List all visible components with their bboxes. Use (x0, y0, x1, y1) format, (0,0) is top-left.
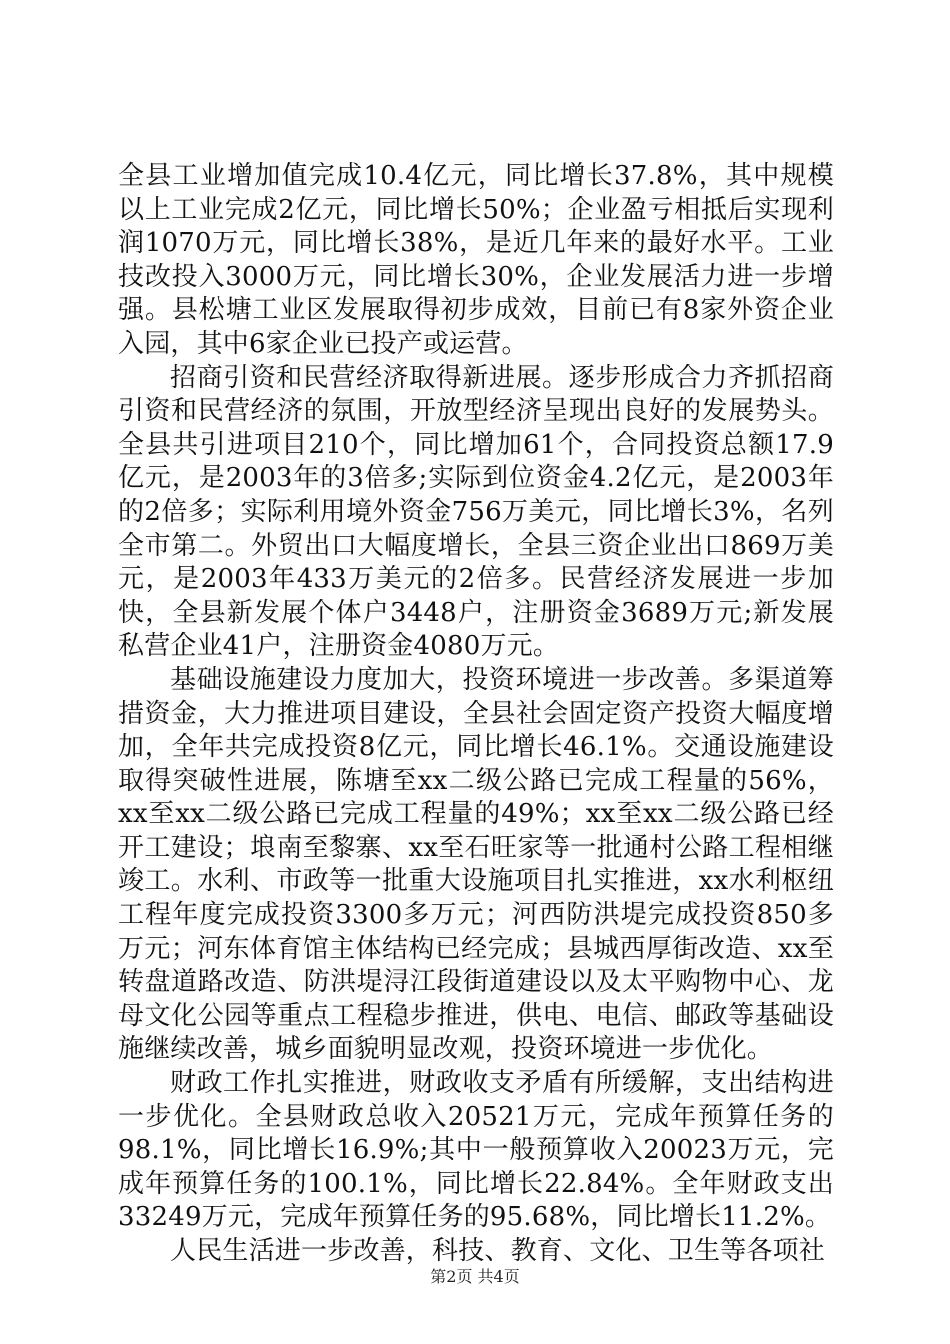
paragraph-investment: 招商引资和民营经济取得新进展。逐步形成合力齐抓招商引资和民营经济的氛围，开放型经济呈现出良好的发展势头。全县共引进项目210个，同比增加61个，合同投资总额17.9亿元，是2003年的3倍多;实际到位资金4.2亿元，是2003年的2倍多；实际利用境外资金756万美元，同比增长3%，名列全市第二。外贸出口大幅度增长，全县三资企业出口869万美元，是2003年433万美元的2倍多。民营经济发展进一步加快，全县新发展个体户3448户，注册资金3689万元;新发展私营企业41户，注册资金4080万元。 (118, 362, 834, 662)
page-number-footer: 第2页 共4页 (430, 1267, 520, 1286)
document-body (118, 160, 834, 1269)
paragraph-finance: 财政工作扎实推进，财政收支矛盾有所缓解，支出结构进一步优化。全县财政总收入20521万元，完成年预算任务的98.1%，同比增长16.9%;其中一般预算收入20023万元，完成年预算任务的100.1%，同比增长22.84%。全年财政支出33249万元，完成年预算任务的95.68%，同比增长11.2%。 (118, 1068, 834, 1233)
paragraph-industry: 全县工业增加值完成10.4亿元，同比增长37.8%，其中规模以上工业完成2亿元，同比增长50%；企业盈亏相抵后实现利润1070万元，同比增长38%，是近几年来的最好水平。工业技改投入3000万元，同比增长30%，企业发展活力进一步增强。县松塘工业区发展取得初步成效，目前已有8家外资企业入园，其中6家企业已投产或运营。 (118, 161, 834, 359)
paragraph-livelihood: 人民生活进一步改善，科技、教育、文化、卫生等各项社 (170, 1236, 826, 1266)
paragraph-infrastructure: 基础设施建设力度加大，投资环境进一步改善。多渠道筹措资金，大力推进项目建设，全县社会固定资产投资大幅度增加，全年共完成投资8亿元，同比增长46.1%。交通设施建设取得突破性进展，陈塘至xx二级公路已完成工程量的56%，xx至xx二级公路已完成工程量的49%；xx至xx二级公路已经开工建设；埌南至黎寨、xx至石旺家等一批通村公路工程相继竣工。水利、市政等一批重大设施项目扎实推进，xx水利枢纽工程年度完成投资3300多万元；河西防洪堤完成投资850多万元；河东体育馆主体结构已经完成；县城西厚街改造、xx至转盘道路改造、防洪堤浔江段街道建设以及太平购物中心、龙母文化公园等重点工程稳步推进，供电、电信、邮政等基础设施继续改善，城乡面貌明显改观，投资环境进一步优化。 (118, 664, 834, 1065)
